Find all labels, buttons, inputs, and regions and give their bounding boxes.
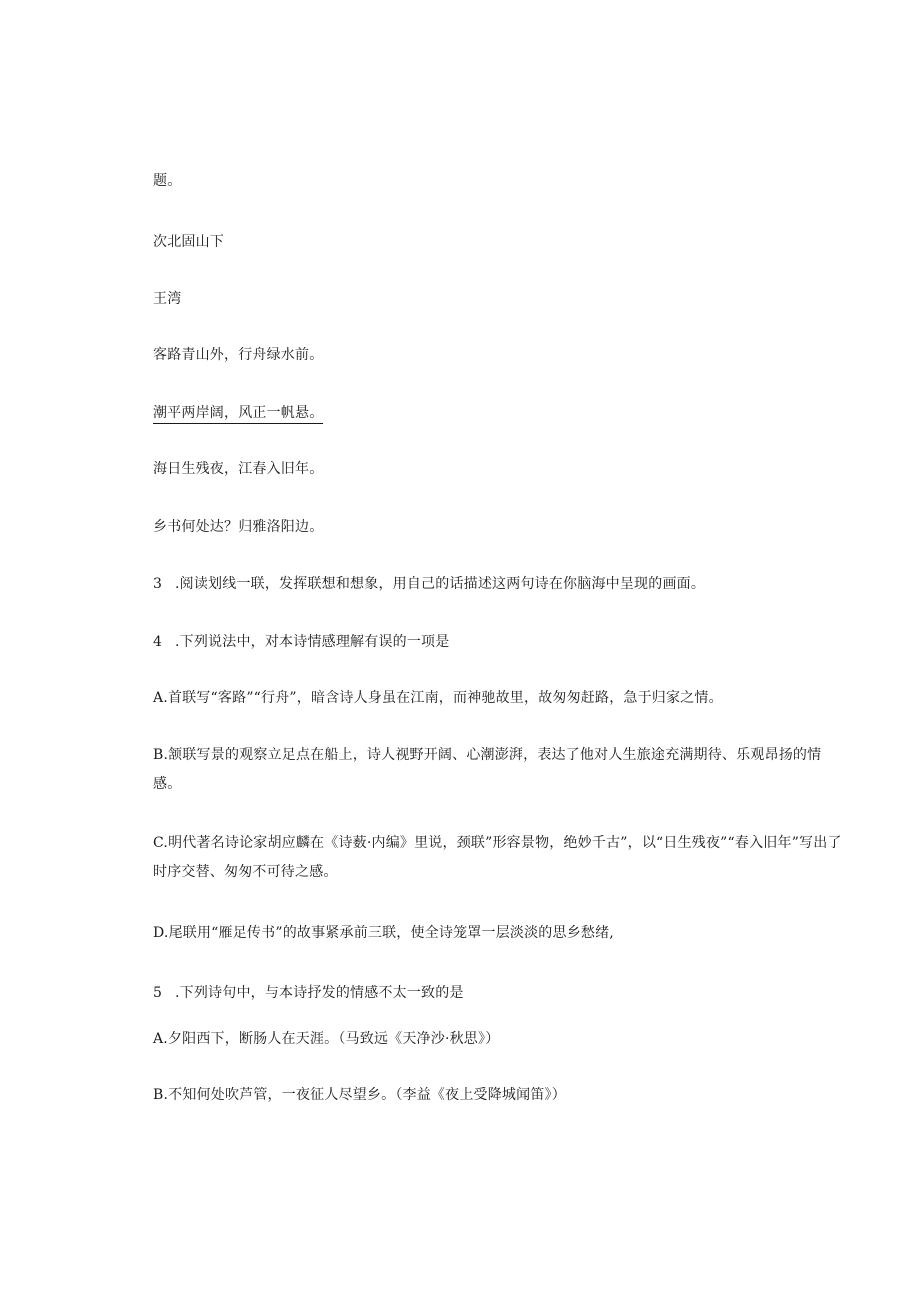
question-4-option-c: C.明代著名诗论家胡应麟在《诗薮·内编》里说，颈联”形容景物，绝妙千古”，以“日生残夜”“春入旧年”写出了时序交替、匆匆不可待之感。: [153, 835, 842, 880]
question-text: .下列说法中，对本诗情感理解有误的一项是: [175, 634, 450, 650]
question-5: [153, 985, 464, 1001]
question-text: .下列诗句中，与本诗抒发的情感不太一致的是: [175, 985, 464, 1001]
question-number: 5: [153, 985, 163, 1001]
poem-author: 王湾: [153, 291, 182, 307]
question-4-option-a: A.首联写“客路”“行舟”，暗含诗人身虽在江南，而神驰故里，故匆匆赶路，急于归家之情。: [153, 690, 723, 706]
question-number: 3: [153, 576, 163, 592]
question-5-option-a: A.夕阳西下，断肠人在天涯。（马致远《天净沙·秋思》）: [153, 1031, 500, 1047]
question-5-option-b: B.不知何处吹芦管，一夜征人尽望乡。（李益《夜上受降城闻笛》）: [153, 1087, 566, 1103]
poem-line-4: 乡书何处达？归雅洛阳边。: [153, 519, 324, 535]
question-text: .阅读划线一联，发挥联想和想象，用自己的话描述这两句诗在你脑海中呈现的画面。: [175, 576, 706, 592]
poem-line-3: 海日生残夜，江春入旧年。: [153, 461, 324, 477]
poem-title: 次北固山下: [153, 234, 224, 250]
underlined-couplet: 潮平两岸阔，风正一帆悬。: [153, 405, 323, 424]
question-4-option-d: D.尾联用“雁足传书”的故事紧承前三联，使全诗笼罩一层淡淡的思乡愁绪,: [153, 925, 614, 941]
question-3: [153, 576, 705, 592]
poem-line-2-underlined: [153, 405, 323, 421]
poem-line-1: 客路青山外，行舟绿水前。: [153, 347, 324, 363]
question-number: 4: [153, 634, 163, 650]
question-4: [153, 634, 449, 650]
question-4-option-b: B.颔联写景的观察立足点在船上，诗人视野开阔、心潮澎湃，表达了他对人生旅途充满期待、乐观昂扬的情感。: [153, 747, 822, 792]
intro-text: 题。: [153, 173, 182, 189]
